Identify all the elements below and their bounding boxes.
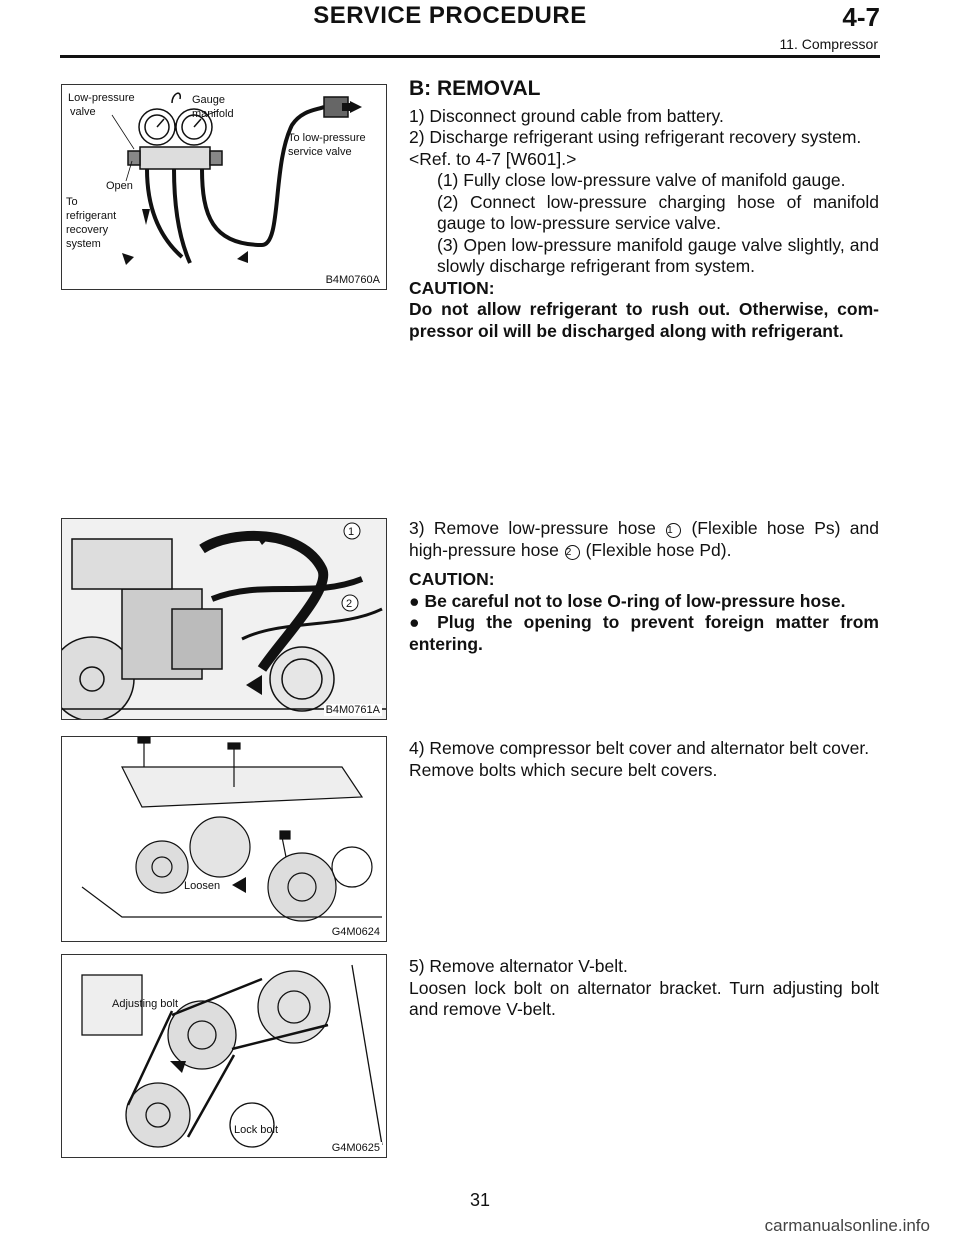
hoses-illustration (62, 519, 386, 719)
label-loosen: Loosen (184, 880, 221, 892)
header-rule (60, 55, 880, 58)
section-b-removal (409, 78, 879, 342)
callout-number-2: 2 (565, 545, 580, 560)
page-number: 31 (469, 1190, 491, 1210)
substep-3: (3) Open low-pressure manifold gauge valve slightly, and slowly discharge refrigerant from system. (437, 234, 879, 276)
step-5: 5) Remove alternator V-belt. (409, 956, 628, 976)
v-belt-illustration (62, 955, 386, 1157)
bullet-2-text: Plug the opening to prevent foreign matter from entering. (409, 612, 879, 654)
step-4-detail: Remove bolts which secure belt covers. (409, 759, 718, 780)
figure-gauge-manifold (61, 84, 387, 290)
step-4: 4) Remove compressor belt cover and alternator belt cover. (409, 738, 870, 758)
figure-code: B4M0761A (325, 704, 380, 716)
caution-text: Do not allow refrigerant to rush out. Otherwise, com-pressor oil will be discharged along with refrigerant. (409, 299, 879, 341)
bullet-icon: ● (409, 590, 420, 611)
bullet-icon: ● (409, 612, 426, 632)
label-gauge-2: manifold (192, 108, 234, 120)
caution-bullet-2 (409, 612, 879, 655)
belt-cover-illustration (62, 737, 386, 941)
label-recovery-2: refrigerant (66, 210, 117, 222)
step-3-part-b: (Flexible hose Ps) and high-pressure hose (409, 518, 879, 560)
step-3 (409, 518, 879, 561)
bullet-1-text: Be careful not to lose O-ring of low-pressure hose. (424, 590, 846, 611)
step-5-detail: Loosen lock bolt on alternator bracket. Turn adjusting bolt and remove V-belt. (409, 977, 879, 1019)
step-3-part-a: 3) Remove low-pressure hose (409, 518, 656, 538)
caution-label: CAUTION: (409, 277, 495, 298)
figure-code: G4M0624 (331, 926, 380, 938)
section-number: 4-7 (842, 2, 880, 32)
substep-2: (2) Connect low-pressure charging hose of manifold gauge to low-pressure service valve. (437, 191, 879, 233)
label-to-low-1: To low-pressure (288, 132, 366, 144)
subsection-title: 11. Compressor (779, 36, 878, 52)
step-3-block (409, 518, 879, 655)
callout-1: 1 (348, 526, 355, 538)
label-recovery-4: system (66, 238, 101, 250)
caution-label: CAUTION: (409, 569, 495, 589)
label-lock-bolt: Lock bolt (234, 1124, 279, 1136)
label-recovery-3: recovery (66, 224, 109, 236)
label-to-low-2: service valve (288, 146, 352, 158)
watermark: carmanualsonline.info (764, 1216, 930, 1235)
caution-bullet-1 (409, 591, 879, 613)
label-open: Open (106, 180, 133, 192)
step-4-block (409, 738, 879, 781)
substep-1: (1) Fully close low-pressure valve of manifold gauge. (437, 170, 846, 190)
label-gauge-1: Gauge (192, 94, 226, 106)
header-title: SERVICE PROCEDURE (313, 2, 587, 29)
figure-code: G4M0625 (331, 1142, 380, 1154)
step-1: 1) Disconnect ground cable from battery. (409, 105, 724, 126)
callout-2: 2 (346, 598, 353, 610)
step-2-ref: <Ref. to 4-7 [W601].> (409, 148, 577, 169)
label-low-pressure-valve-2: valve (70, 106, 96, 118)
label-adjusting-bolt: Adjusting bolt (112, 998, 179, 1010)
label-low-pressure-valve-1: Low-pressure (68, 92, 135, 104)
label-recovery-1: To (66, 196, 78, 208)
step-2: 2) Discharge refrigerant using refrigerant recovery system. (409, 127, 862, 147)
figure-belt-cover (61, 736, 387, 942)
step-3-part-c: (Flexible hose Pd). (585, 539, 732, 560)
step-5-block (409, 956, 879, 1021)
gauge-manifold-illustration (62, 85, 386, 289)
figure-code: B4M0760A (325, 274, 380, 286)
section-heading: B: REMOVAL (409, 77, 541, 100)
figure-hoses (61, 518, 387, 720)
callout-number-1: 1 (666, 523, 681, 538)
figure-v-belt (61, 954, 387, 1158)
